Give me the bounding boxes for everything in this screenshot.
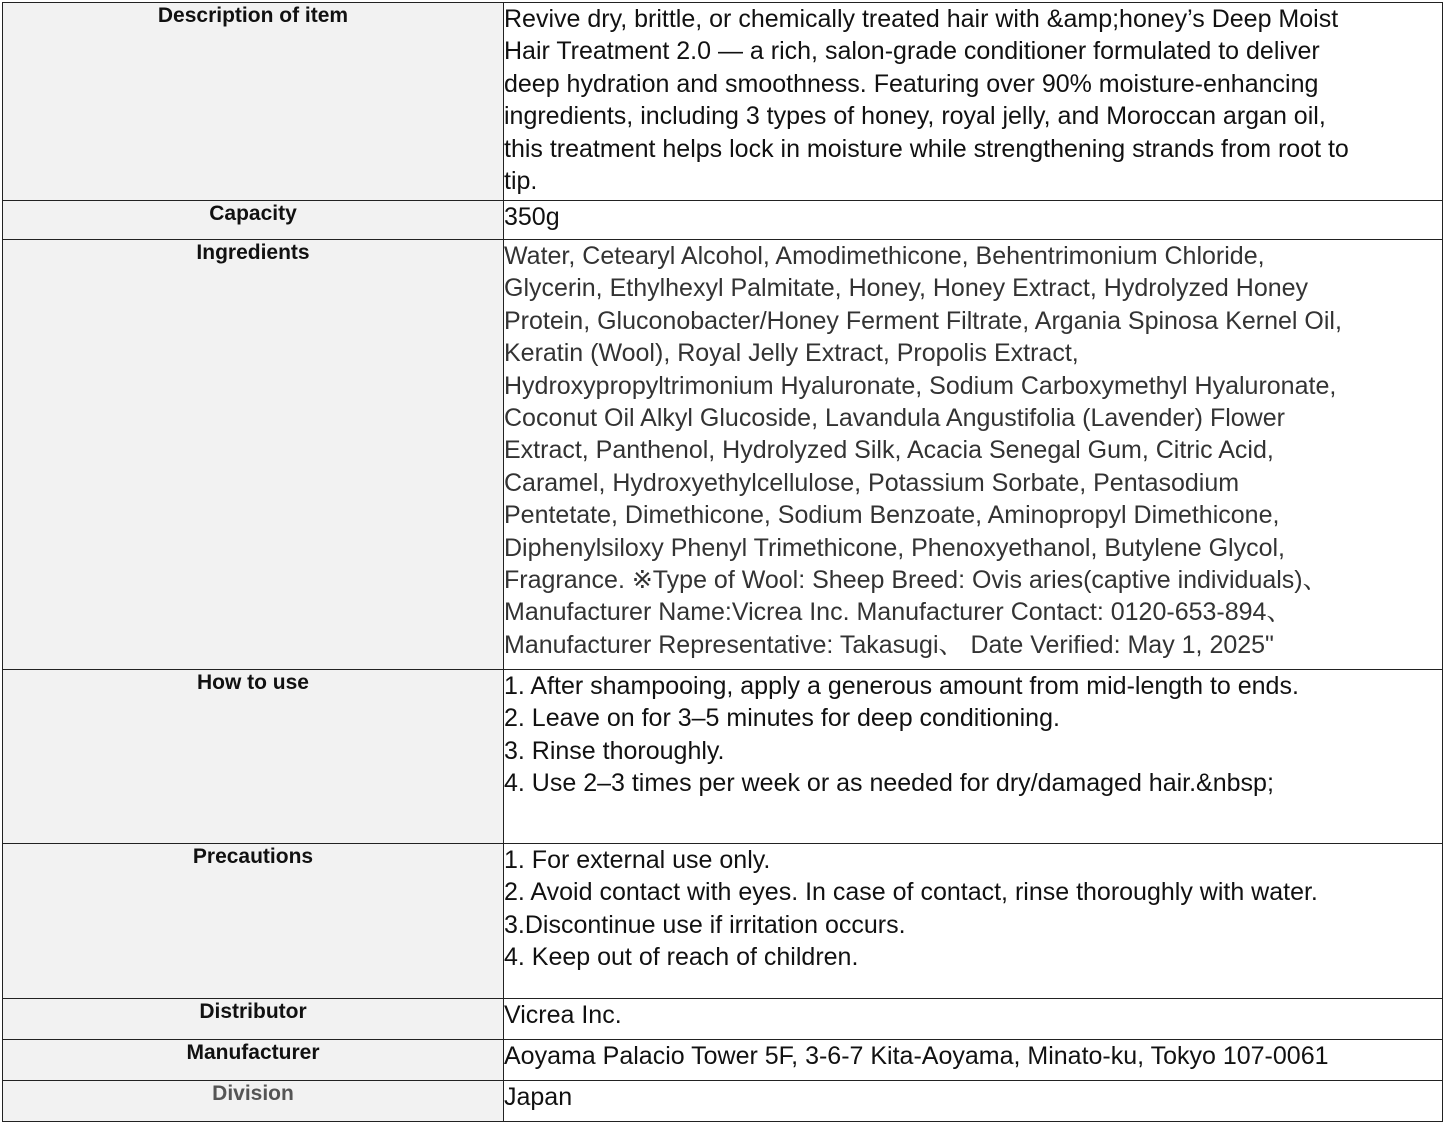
label-ingredients: Ingredients [3,240,504,670]
row-ingredients [3,240,1443,670]
label-division: Division [3,1081,504,1122]
value-manufacturer [504,1040,1443,1081]
precaution-item: 4. Keep out of reach of children. [504,943,859,972]
division-value: Japan [504,1083,573,1111]
precaution-item: 2. Avoid contact with eyes. In case of contact, rinse thoroughly with water. [504,878,1318,907]
value-how-to-use [504,670,1443,844]
product-spec-table [2,2,1443,1122]
how-to-use-step: 4. Use 2–3 times per week or as needed for dry/damaged hair.&nbsp; [504,769,1274,798]
label-manufacturer: Manufacturer [3,1040,504,1081]
how-to-use-step: 3. Rinse thoroughly. [504,736,725,765]
ingredients-line: Glycerin, Ethylhexyl Palmitate, Honey, Honey Extract, Hydrolyzed Honey [504,274,1309,303]
description-line: Hair Treatment 2.0 — a rich, salon-grade conditioner formulated to deliver [504,37,1320,66]
row-manufacturer [3,1040,1443,1081]
value-precautions [504,844,1443,999]
ingredients-line: Diphenylsiloxy Phenyl Trimethicone, Phenoxyethanol, Butylene Glycol, [504,533,1285,562]
description-line: this treatment helps lock in moisture while strengthening strands from root to [504,134,1349,163]
ingredients-line: Manufacturer Representative: Takasugi、 Date Verified: May 1, 2025" [504,630,1274,659]
distributor-value: Vicrea Inc. [504,1001,622,1029]
value-capacity [504,201,1443,240]
label-distributor: Distributor [3,999,504,1040]
row-distributor [3,999,1443,1040]
precaution-item: 3.Discontinue use if irritation occurs. [504,910,906,939]
ingredients-line: Pentetate, Dimethicone, Sodium Benzoate, Aminopropyl Dimethicone, [504,501,1280,530]
row-precautions [3,844,1443,999]
row-how-to-use [3,670,1443,844]
label-capacity: Capacity [3,201,504,240]
capacity-value: 350g [504,203,560,231]
ingredients-line: Coconut Oil Alkyl Glucoside, Lavandula Angustifolia (Lavender) Flower [504,404,1285,433]
ingredients-line: Protein, Gluconobacter/Honey Ferment Filtrate, Argania Spinosa Kernel Oil, [504,306,1342,335]
ingredients-line: Keratin (Wool), Royal Jelly Extract, Propolis Extract, [504,339,1079,368]
description-line: deep hydration and smoothness. Featuring over 90% moisture-enhancing [504,69,1319,98]
ingredients-line: Manufacturer Name:Vicrea Inc. Manufacturer Contact: 0120-653-894、 [504,598,1292,627]
ingredients-line: Caramel, Hydroxyethylcellulose, Potassium Sorbate, Pentasodium [504,468,1240,497]
label-precautions: Precautions [3,844,504,999]
row-capacity [3,201,1443,240]
ingredients-line: Hydroxypropyltrimonium Hyaluronate, Sodium Carboxymethyl Hyaluronate, [504,371,1337,400]
precaution-item: 1. For external use only. [504,846,771,874]
row-division [3,1081,1443,1122]
how-to-use-step: 2. Leave on for 3–5 minutes for deep conditioning. [504,704,1060,733]
manufacturer-value: Aoyama Palacio Tower 5F, 3-6-7 Kita-Aoyama, Minato-ku, Tokyo 107-0061 [504,1042,1329,1070]
description-line: ingredients, including 3 types of honey, royal jelly, and Moroccan argan oil, [504,102,1326,131]
ingredients-line: Water, Cetearyl Alcohol, Amodimethicone, Behentrimonium Chloride, [504,242,1265,270]
description-line: Revive dry, brittle, or chemically treated hair with &amp;honey’s Deep Moist [504,5,1339,33]
value-division [504,1081,1443,1122]
value-ingredients [504,240,1443,670]
ingredients-line: Fragrance. ※Type of Wool: Sheep Breed: Ovis aries(captive individuals)、 [504,566,1328,595]
value-description [504,3,1443,201]
label-description: Description of item [3,3,504,201]
description-line: tip. [504,167,538,196]
value-distributor [504,999,1443,1040]
row-description [3,3,1443,201]
label-how-to-use: How to use [3,670,504,844]
how-to-use-step: 1. After shampooing, apply a generous amount from mid-length to ends. [504,672,1299,700]
ingredients-line: Extract, Panthenol, Hydrolyzed Silk, Acacia Senegal Gum, Citric Acid, [504,436,1274,465]
